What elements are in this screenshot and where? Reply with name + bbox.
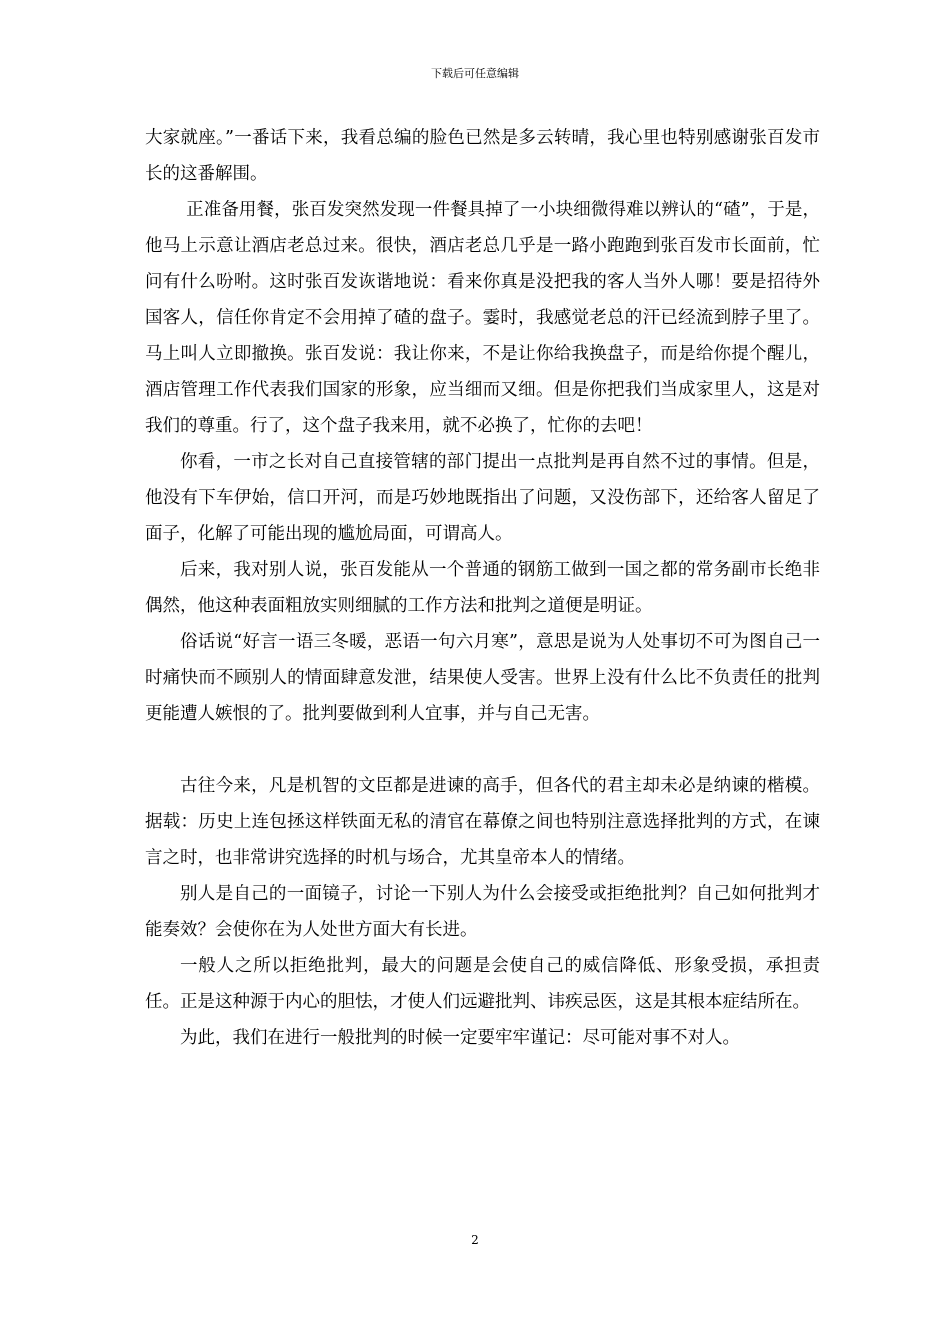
paragraph-5: 俗话说“好言一语三冬暖，恶语一句六月寒”，意思是说为人处事切不可为图自己一时痛快而不顾别人的情面肆意发泄，结果使人受害。世界上没有什么比不负责任的批判更能遭人嫉恨的了。批判要做到利人宜事，并与自己无害。 [145, 632, 820, 724]
paragraph-2: 正准备用餐，张百发突然发现一件餐具掉了一小块细微得难以辨认的“碴”，于是，他马上示意让酒店老总过来。很快，酒店老总几乎是一路小跑跑到张百发市长面前，忙问有什么吩咐。这时张百发诙谐地说：看来你真是没把我的客人当外人哪！要是招待外国客人，信任你肯定不会用掉了碴的盘子。霎时，我感觉老总的汗已经流到脖子里了。马上叫人立即撤换。张百发说：我让你来，不是让你给我换盘子，而是给你提个醒儿，酒店管理工作代表我们国家的形象，应当细而又细。但是你把我们当成家里人，这是对我们的尊重。行了，这个盘子我来用，就不必换了，忙你的去吧！ [145, 200, 820, 436]
page-header: 下载后可任意编辑 [431, 67, 519, 80]
paragraph-spacer [145, 732, 820, 768]
paragraph-1: 大家就座。”一番话下来，我看总编的脸色已然是多云转晴，我心里也特别感谢张百发市长的这番解围。 [145, 128, 820, 184]
document-body [145, 120, 820, 1056]
paragraph-6: 古往今来，凡是机智的文臣都是进谏的高手，但各代的君主却未必是纳谏的楷模。据载：历史上连包拯这样铁面无私的清官在幕僚之间也特别注意选择批判的方式，在谏言之时，也非常讲究选择的时机与场合，尤其皇帝本人的情绪。 [145, 776, 820, 868]
paragraph-9: 为此，我们在进行一般批判的时候一定要牢牢谨记：尽可能对事不对人。 [180, 1028, 740, 1048]
paragraph-8: 一般人之所以拒绝批判，最大的问题是会使自己的威信降低、形象受损，承担责任。正是这种源于内心的胆怯，才使人们远避批判、讳疾忌医，这是其根本症结所在。 [145, 956, 820, 1012]
page-number: 2 [471, 1233, 479, 1247]
paragraph-4: 后来，我对别人说，张百发能从一个普通的钢筋工做到一国之都的常务副市长绝非偶然，他这种表面粗放实则细腻的工作方法和批判之道便是明证。 [145, 560, 820, 616]
paragraph-3: 你看，一市之长对自己直接管辖的部门提出一点批判是再自然不过的事情。但是，他没有下车伊始，信口开河，而是巧妙地既指出了问题，又没伤部下，还给客人留足了面子，化解了可能出现的尴尬局面，可谓高人。 [145, 452, 820, 544]
paragraph-7: 别人是自己的一面镜子，讨论一下别人为什么会接受或拒绝批判？自己如何批判才能奏效？会使你在为人处世方面大有长进。 [145, 884, 820, 940]
